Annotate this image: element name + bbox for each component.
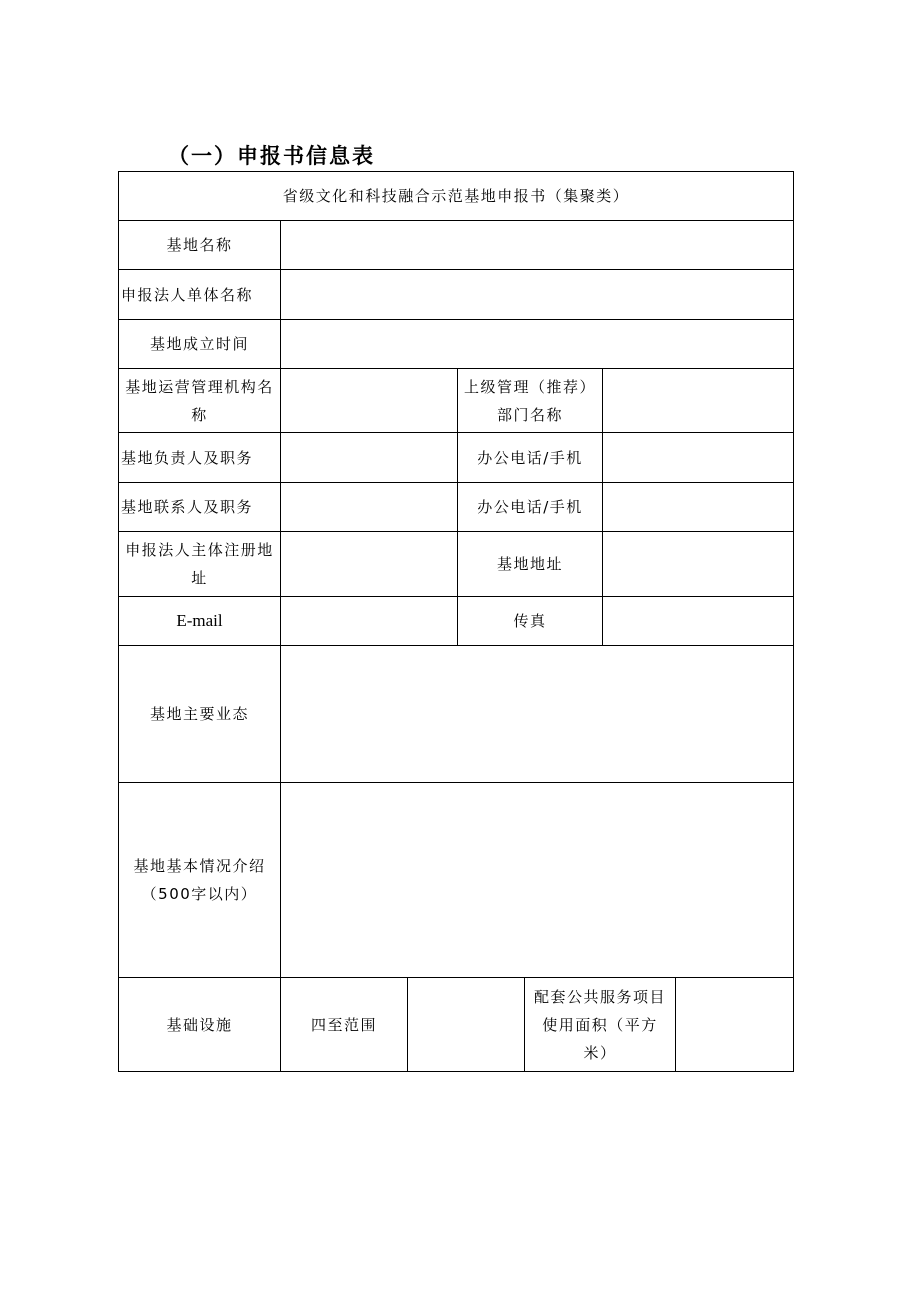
field-base-address[interactable]: [603, 532, 793, 596]
field-contact[interactable]: [281, 483, 457, 531]
field-phone-1[interactable]: [603, 433, 793, 482]
section-heading: （一）申报书信息表: [168, 144, 375, 168]
label-phone-1: 办公电话/手机: [477, 448, 583, 467]
label-reg-address: 申报法人主体注册地址: [125, 541, 274, 587]
label-base-name: 基地名称: [166, 236, 233, 254]
label-boundary: 四至范围: [310, 1015, 377, 1034]
field-leader[interactable]: [281, 433, 457, 482]
label-email: E-mail: [176, 611, 223, 630]
field-operator[interactable]: [281, 369, 457, 432]
label-operator: 基地运营管理机构名称: [125, 377, 274, 424]
label-base-address: 基地地址: [496, 555, 563, 573]
label-superior-dept: 上级管理（推荐）部门名称: [463, 377, 596, 424]
label-facilities: 基础设施: [166, 1015, 233, 1034]
label-established: 基地成立时间: [149, 335, 249, 353]
field-superior-dept[interactable]: [603, 369, 793, 432]
field-business[interactable]: [281, 646, 793, 782]
label-contact: 基地联系人及职务: [121, 498, 254, 516]
field-fax[interactable]: [603, 597, 793, 645]
field-email[interactable]: [281, 597, 457, 645]
field-intro[interactable]: [281, 783, 793, 977]
label-business: 基地主要业态: [149, 705, 249, 723]
field-established[interactable]: [281, 320, 793, 368]
field-phone-2[interactable]: [603, 483, 793, 531]
label-applicant-name: 申报法人单体名称: [121, 285, 254, 304]
label-public-area: 配套公共服务项目使用面积（平方米）: [533, 987, 666, 1062]
label-fax: 传真: [513, 612, 547, 630]
label-leader: 基地负责人及职务: [121, 448, 254, 467]
field-base-name[interactable]: [281, 221, 793, 269]
field-reg-address[interactable]: [281, 532, 457, 596]
field-applicant-name[interactable]: [281, 270, 793, 319]
label-phone-2: 办公电话/手机: [477, 498, 583, 516]
label-intro: 基地基本情况介绍（500字以内）: [133, 857, 266, 903]
form-title: 省级文化和科技融合示范基地申报书（集聚类）: [282, 187, 630, 205]
field-public-area[interactable]: [676, 978, 793, 1071]
field-boundary[interactable]: [408, 978, 524, 1071]
